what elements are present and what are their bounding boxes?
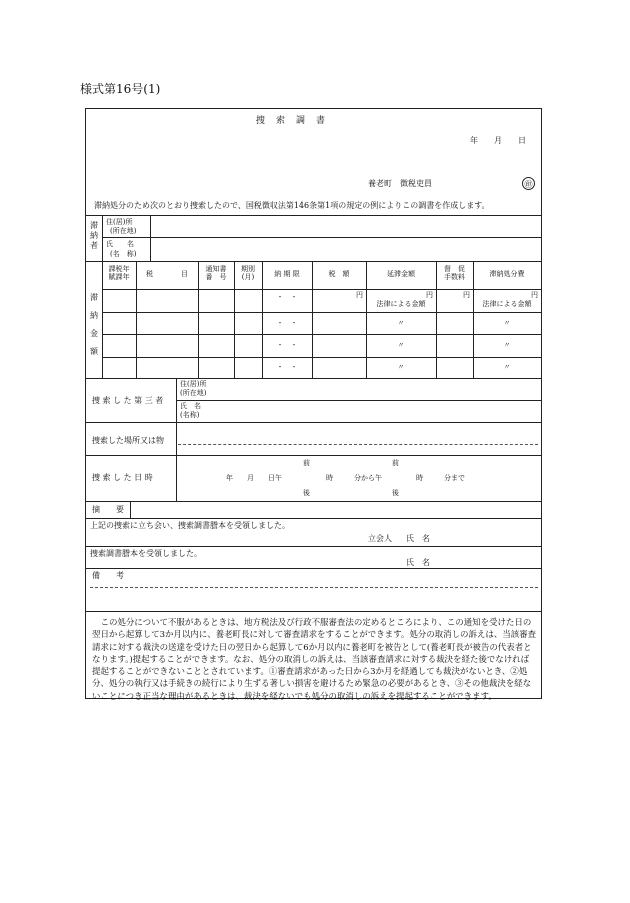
witness-role: 立会人 — [368, 534, 392, 543]
datetime-to: 時 分まで — [416, 474, 465, 482]
third-party-address-sub: (所在地) — [180, 389, 207, 397]
delinquent-name-label: 氏 名 — [106, 240, 134, 248]
datetime-date: 年 月 日午 — [226, 474, 282, 482]
witness-text: 上記の捜索に立ち会い、捜索調書謄本を受領しました。 — [90, 521, 290, 530]
intro-text: 滞納処分のため次のとおり捜索したので、国税徴収法第146条第1項の規定の例によりこの調書を作成します。 — [94, 201, 490, 210]
late-fee-unit: 円 — [426, 291, 433, 299]
pm-mark: 後 — [303, 489, 310, 497]
remarks-label: 備 考 — [92, 571, 124, 580]
header-late-fee: 延滞金額 — [387, 270, 415, 278]
receipt-text: 捜索調書謄本を受領しました。 — [90, 549, 202, 558]
header-tax-item: 税 目 — [146, 270, 188, 278]
disposal-fee-unit: 円 — [531, 291, 538, 299]
am-mark: 前 — [392, 459, 399, 467]
ditto-mark: 〃 — [503, 319, 511, 327]
search-place-label: 捜索した場所又は物 — [92, 436, 164, 445]
appeal-notice-text: この処分について不服があるときは、地方税法及び行政不服審査法の定めるところにより、この通知を受けた日の翌日から起算して3か月以内に、養老町長に対して審査請求をすることができます。処分の取消しの訴えは、当該審査請求に対する裁決の送達を受けた日の翌日から起算して6か月以内に養老町を被告として(養老町長が被告の代表者となります。)提起することができます。なお、処分の取消しの訴えは、当該審査請求に対する裁決を経た後でなければ提起することができないこととされています。①審査請求があった日から3か月を経過しても裁決がないとき、②処分、処分の執行又は手続きの続行により生ずる著しい損害を避けるため緊急の必要があるとき、③その他裁決を経ないことにつき正当な理由があるときは、裁決を経ないでも処分の取消しの訴えを提起することができます。 — [92, 618, 537, 702]
header-demand-fee: 督 促 手数料 — [444, 265, 465, 282]
search-place-field[interactable] — [178, 425, 538, 453]
header-notice-no: 通知書 番 号 — [205, 265, 227, 282]
tax-amount-unit: 円 — [356, 291, 363, 299]
receipt-name-label: 氏 名 — [406, 558, 430, 567]
appeal-notice-box — [86, 611, 543, 700]
third-party-name-sub: (名称) — [180, 411, 200, 419]
due-date-cell[interactable]: ・ ・ — [276, 293, 298, 301]
header-due-date: 納 期 限 — [274, 270, 300, 278]
form-title: 捜 索 調 書 — [256, 116, 327, 126]
seal-icon: ㊞ — [522, 177, 535, 190]
delinquent-section-label: 滞納者 — [90, 221, 98, 250]
disposal-fee-legal: 法律による金額 — [482, 300, 532, 308]
third-party-name-label: 氏 名 — [180, 402, 201, 410]
delinquent-address-label: 住(居)所 — [106, 218, 133, 226]
ditto-mark: 〃 — [397, 319, 405, 327]
due-date-cell[interactable]: ・ ・ — [276, 341, 298, 349]
header-tax-year: 課税年 賦課年 — [108, 265, 130, 282]
delinquent-address-field[interactable] — [152, 217, 537, 235]
third-party-address-label: 住(居)所 — [180, 380, 207, 388]
header-disposal-fee: 滞納処分費 — [489, 270, 525, 278]
header-tax-amount: 税 額 — [328, 270, 350, 278]
ditto-mark: 〃 — [503, 341, 511, 349]
third-party-label: 捜 索 し た 第 三 者 — [92, 396, 164, 405]
ditto-mark: 〃 — [503, 363, 511, 371]
record-date: 年 月 日 — [470, 136, 526, 145]
ditto-mark: 〃 — [397, 341, 405, 349]
due-date-cell[interactable]: ・ ・ — [276, 319, 298, 327]
search-datetime-label: 捜 索 し た 日 時 — [92, 473, 153, 482]
search-record-form — [85, 108, 542, 702]
delinquent-name-sub: (名 称) — [110, 250, 137, 258]
ditto-mark: 〃 — [397, 363, 405, 371]
pm-mark: 後 — [392, 489, 399, 497]
witness-name-label: 氏 名 — [406, 534, 430, 543]
datetime-from: 時 分から午 — [326, 474, 382, 482]
summary-field[interactable] — [132, 502, 537, 517]
demand-fee-unit: 円 — [463, 291, 470, 299]
official-label: 養老町 徴税吏員 — [368, 179, 432, 188]
header-installment: 期別 (月) — [241, 265, 255, 282]
amount-section-label: 滞納金額 — [90, 293, 98, 356]
late-fee-legal: 法律による金額 — [376, 300, 426, 308]
delinquent-name-field[interactable] — [152, 239, 537, 259]
summary-label: 摘 要 — [92, 505, 124, 514]
due-date-cell[interactable]: ・ ・ — [276, 363, 298, 371]
am-mark: 前 — [303, 459, 310, 467]
form-number: 様式第16号(1) — [80, 82, 161, 96]
delinquent-address-sub: (所在地) — [110, 227, 137, 235]
